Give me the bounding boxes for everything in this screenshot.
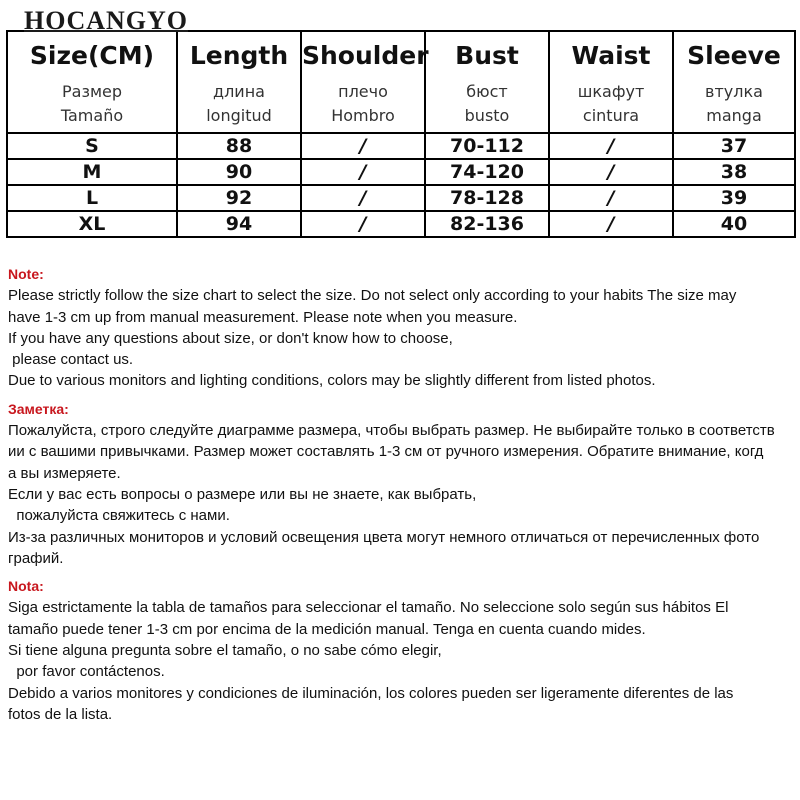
- note-title-es: Nota:: [8, 578, 44, 595]
- table-row: [7, 185, 795, 211]
- note-line: Пожалуйста, строго следуйте диаграмме размера, чтобы выбрать размер. Не выбирайте только в соответств: [8, 422, 775, 440]
- shoulder-value: /: [301, 133, 425, 159]
- note-line: tamaño puede tener 1-3 cm por encima de la medición manual. Tenga en cuenta cuando mides.: [8, 620, 646, 638]
- size-chart-table: [6, 30, 796, 238]
- table-header-row: [7, 31, 795, 133]
- note-title-en: Note:: [8, 266, 44, 282]
- note-line: have 1-3 cm up from manual measurement. Please note when you measure.: [8, 308, 518, 326]
- note-line: por favor contáctenos.: [8, 663, 165, 681]
- size-label: XL: [7, 211, 177, 237]
- shoulder-value: /: [301, 159, 425, 185]
- length-value: 88: [177, 133, 301, 159]
- note-line: please contact us.: [8, 351, 134, 369]
- sleeve-value: 37: [673, 133, 795, 159]
- length-value: 92: [177, 185, 301, 211]
- note-line: fotos de la lista.: [8, 705, 113, 723]
- sleeve-value: 39: [673, 185, 795, 211]
- bust-value: 78-128: [425, 185, 549, 211]
- note-line: ии с вашими привычками. Размер может составлять 1-3 см от ручного измерения. Обратите внимание, когд: [8, 443, 764, 461]
- note-line: Debido a varios monitores y condiciones de iluminación, los colores pueden ser ligeramente diferentes de las: [8, 684, 734, 702]
- header-bust: Bust бюст busto: [425, 31, 549, 133]
- note-line: Please strictly follow the size chart to select the size. Do not select only according to your habits The size may: [8, 287, 737, 305]
- note-line: пожалуйста свяжитесь с нами.: [8, 507, 230, 525]
- notes-section: [8, 264, 794, 725]
- size-label: L: [7, 185, 177, 211]
- header-waist: Waist шкафут cintura: [549, 31, 673, 133]
- bust-value: 70-112: [425, 133, 549, 159]
- table-row: [7, 211, 795, 237]
- bust-value: 74-120: [425, 159, 549, 185]
- note-line: Si tiene alguna pregunta sobre el tamaño, o no sabe cómo elegir,: [8, 642, 442, 660]
- table-row: [7, 133, 795, 159]
- table-row: [7, 159, 795, 185]
- shoulder-value: /: [301, 185, 425, 211]
- header-shoulder: Shoulder плечо Hombro: [301, 31, 425, 133]
- shoulder-value: /: [301, 211, 425, 237]
- note-title-ru: Заметка:: [8, 400, 69, 417]
- note-line: а вы измеряете.: [8, 464, 121, 482]
- header-size: Size(CM) Размер Tamaño: [7, 31, 177, 133]
- waist-value: /: [549, 159, 673, 185]
- waist-value: /: [549, 133, 673, 159]
- size-label: M: [7, 159, 177, 185]
- note-line: Если у вас есть вопросы о размере или вы не знаете, как выбрать,: [8, 485, 477, 503]
- note-line: Siga estrictamente la tabla de tamaños para seleccionar el tamaño. No seleccione solo según sus hábitos El: [8, 599, 729, 617]
- header-length: Length длина longitud: [177, 31, 301, 133]
- length-value: 94: [177, 211, 301, 237]
- waist-value: /: [549, 185, 673, 211]
- note-line: Due to various monitors and lighting conditions, colors may be slightly different from listed photos.: [8, 372, 656, 390]
- note-line: графий.: [8, 549, 64, 567]
- length-value: 90: [177, 159, 301, 185]
- note-line: If you have any questions about size, or don't know how to choose,: [8, 329, 453, 347]
- bust-value: 82-136: [425, 211, 549, 237]
- sleeve-value: 40: [673, 211, 795, 237]
- size-label: S: [7, 133, 177, 159]
- sleeve-value: 38: [673, 159, 795, 185]
- brand-logo: HOCANGYO: [24, 6, 188, 35]
- note-line: Из-за различных мониторов и условий освещения цвета могут немного отличаться от перечисленных фото: [8, 528, 760, 546]
- header-sleeve: Sleeve втулка manga: [673, 31, 795, 133]
- waist-value: /: [549, 211, 673, 237]
